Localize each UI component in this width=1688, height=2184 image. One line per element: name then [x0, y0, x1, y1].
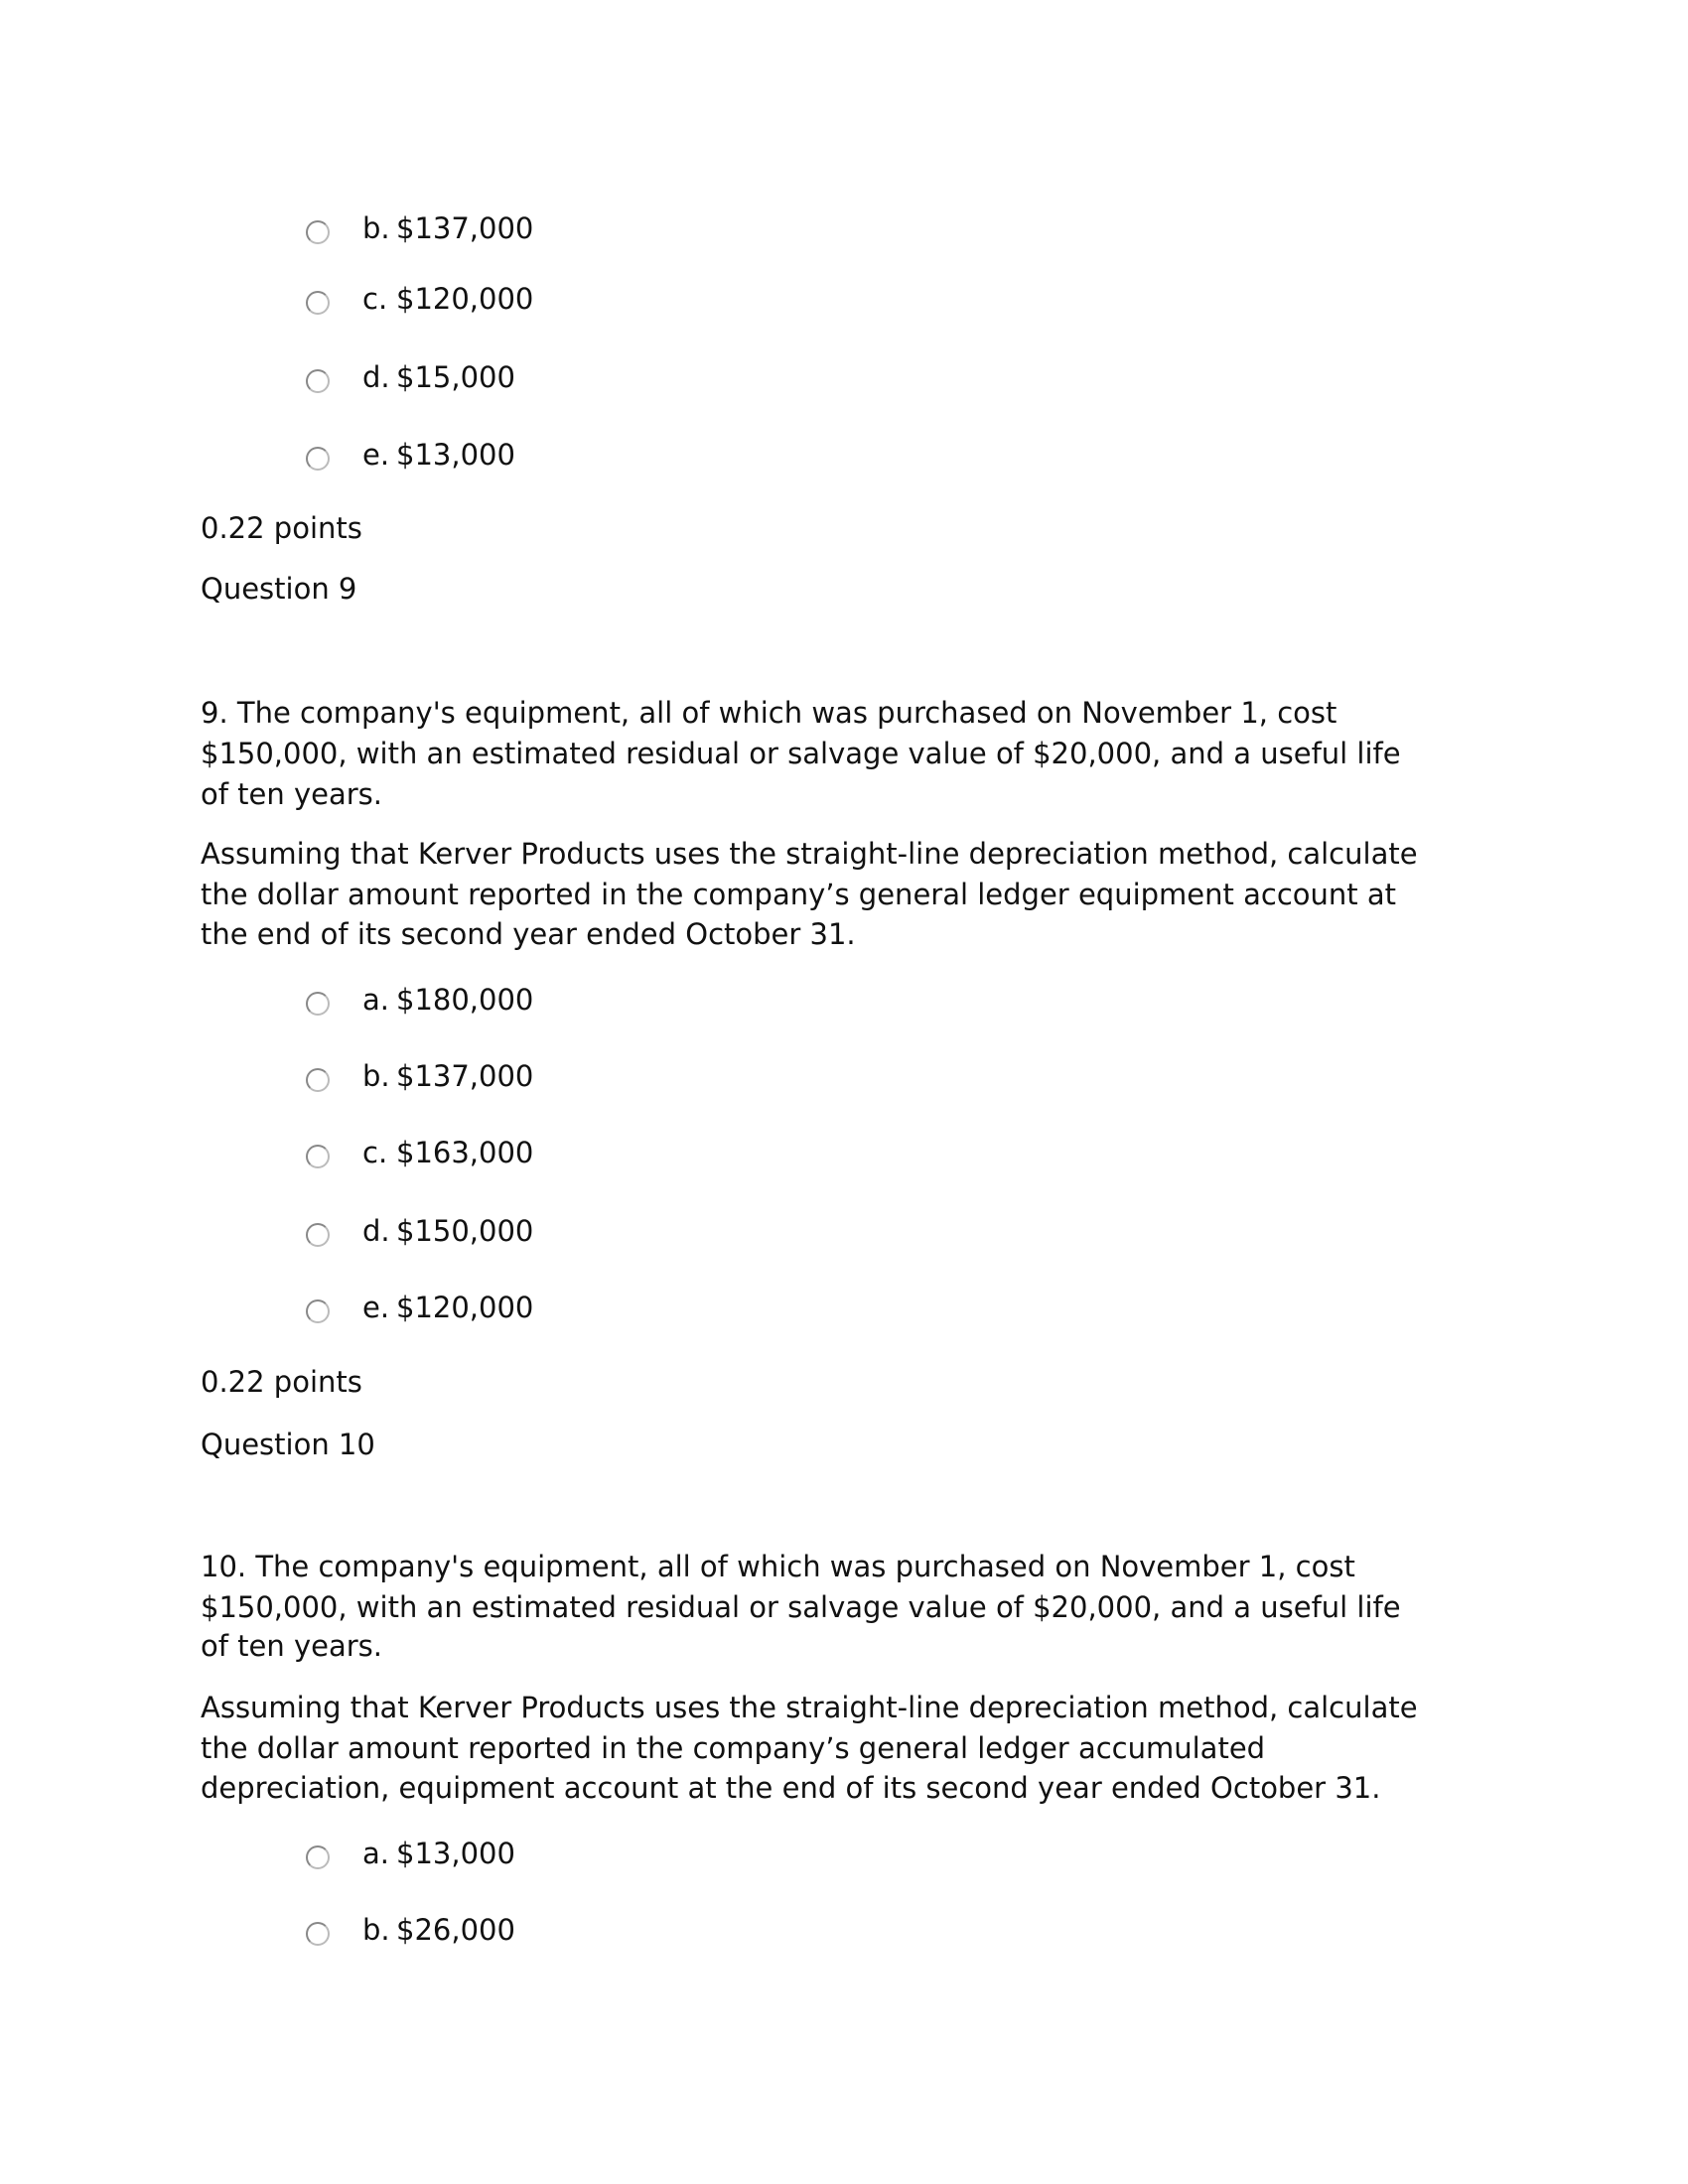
option-value: $137,000: [396, 210, 534, 245]
question-9-text-line: the dollar amount reported in the company’s general ledger equipment account at: [201, 878, 1396, 911]
option-letter: c.: [362, 281, 388, 316]
q9-option-a[interactable]: [306, 979, 533, 1020]
q10-option-b[interactable]: [306, 1909, 515, 1950]
option-letter: c.: [362, 1135, 388, 1169]
q8-option-b[interactable]: [306, 207, 533, 248]
q8-option-d[interactable]: [306, 356, 515, 397]
option-value: $180,000: [396, 982, 534, 1017]
question-9-text-line: 9. The company's equipment, all of which was purchased on November 1, cost: [201, 696, 1337, 730]
question-10-text-line: $150,000, with an estimated residual or salvage value of $20,000, and a useful life: [201, 1590, 1401, 1624]
radio-button-icon[interactable]: [306, 369, 330, 393]
question-10-text-line: of ten years.: [201, 1629, 383, 1663]
radio-button-icon[interactable]: [306, 1145, 330, 1168]
option-value: $13,000: [396, 1836, 515, 1870]
q9-option-d[interactable]: [306, 1210, 533, 1251]
option-letter: a.: [362, 982, 389, 1017]
q9-option-c[interactable]: [306, 1132, 533, 1172]
question-10-text-line: 10. The company's equipment, all of which was purchased on November 1, cost: [201, 1550, 1355, 1583]
q8-option-e[interactable]: [306, 434, 515, 475]
option-letter: e.: [362, 437, 390, 472]
option-letter: a.: [362, 1836, 389, 1870]
question-9-text-line: of ten years.: [201, 777, 383, 811]
option-value: $15,000: [396, 359, 515, 394]
option-value: $137,000: [396, 1058, 534, 1093]
option-letter: e.: [362, 1290, 390, 1324]
radio-button-icon[interactable]: [306, 447, 330, 471]
question-10-header: Question 10: [201, 1428, 375, 1461]
option-letter: b.: [362, 210, 390, 245]
option-value: $150,000: [396, 1213, 534, 1248]
q9-option-e[interactable]: [306, 1287, 533, 1327]
option-letter: b.: [362, 1058, 390, 1093]
question-10-text-line: Assuming that Kerver Products uses the straight-line depreciation method, calculate: [201, 1691, 1418, 1724]
radio-button-icon[interactable]: [306, 992, 330, 1016]
radio-button-icon[interactable]: [306, 1223, 330, 1247]
q9-option-b[interactable]: [306, 1055, 533, 1096]
radio-button-icon[interactable]: [306, 220, 330, 244]
radio-button-icon[interactable]: [306, 1922, 330, 1946]
option-value: $163,000: [396, 1135, 534, 1169]
option-value: $120,000: [396, 1290, 534, 1324]
question-9-header: Question 9: [201, 572, 357, 606]
question-9-text-line: Assuming that Kerver Products uses the straight-line depreciation method, calculate: [201, 837, 1418, 871]
radio-button-icon[interactable]: [306, 1299, 330, 1323]
radio-button-icon[interactable]: [306, 1845, 330, 1869]
q8-option-c[interactable]: [306, 278, 533, 319]
points-label: 0.22 points: [201, 1365, 362, 1399]
q10-option-a[interactable]: [306, 1833, 515, 1873]
question-9-text-line: $150,000, with an estimated residual or salvage value of $20,000, and a useful life: [201, 737, 1401, 770]
option-letter: b.: [362, 1912, 390, 1947]
question-10-text-line: depreciation, equipment account at the end of its second year ended October 31.: [201, 1771, 1381, 1805]
points-label: 0.22 points: [201, 511, 362, 545]
option-value: $120,000: [396, 281, 534, 316]
option-value: $13,000: [396, 437, 515, 472]
question-9-text-line: the end of its second year ended October 31.: [201, 917, 856, 951]
option-value: $26,000: [396, 1912, 515, 1947]
radio-button-icon[interactable]: [306, 291, 330, 315]
radio-button-icon[interactable]: [306, 1068, 330, 1092]
option-letter: d.: [362, 359, 390, 394]
option-letter: d.: [362, 1213, 390, 1248]
question-10-text-line: the dollar amount reported in the company’s general ledger accumulated: [201, 1731, 1266, 1765]
